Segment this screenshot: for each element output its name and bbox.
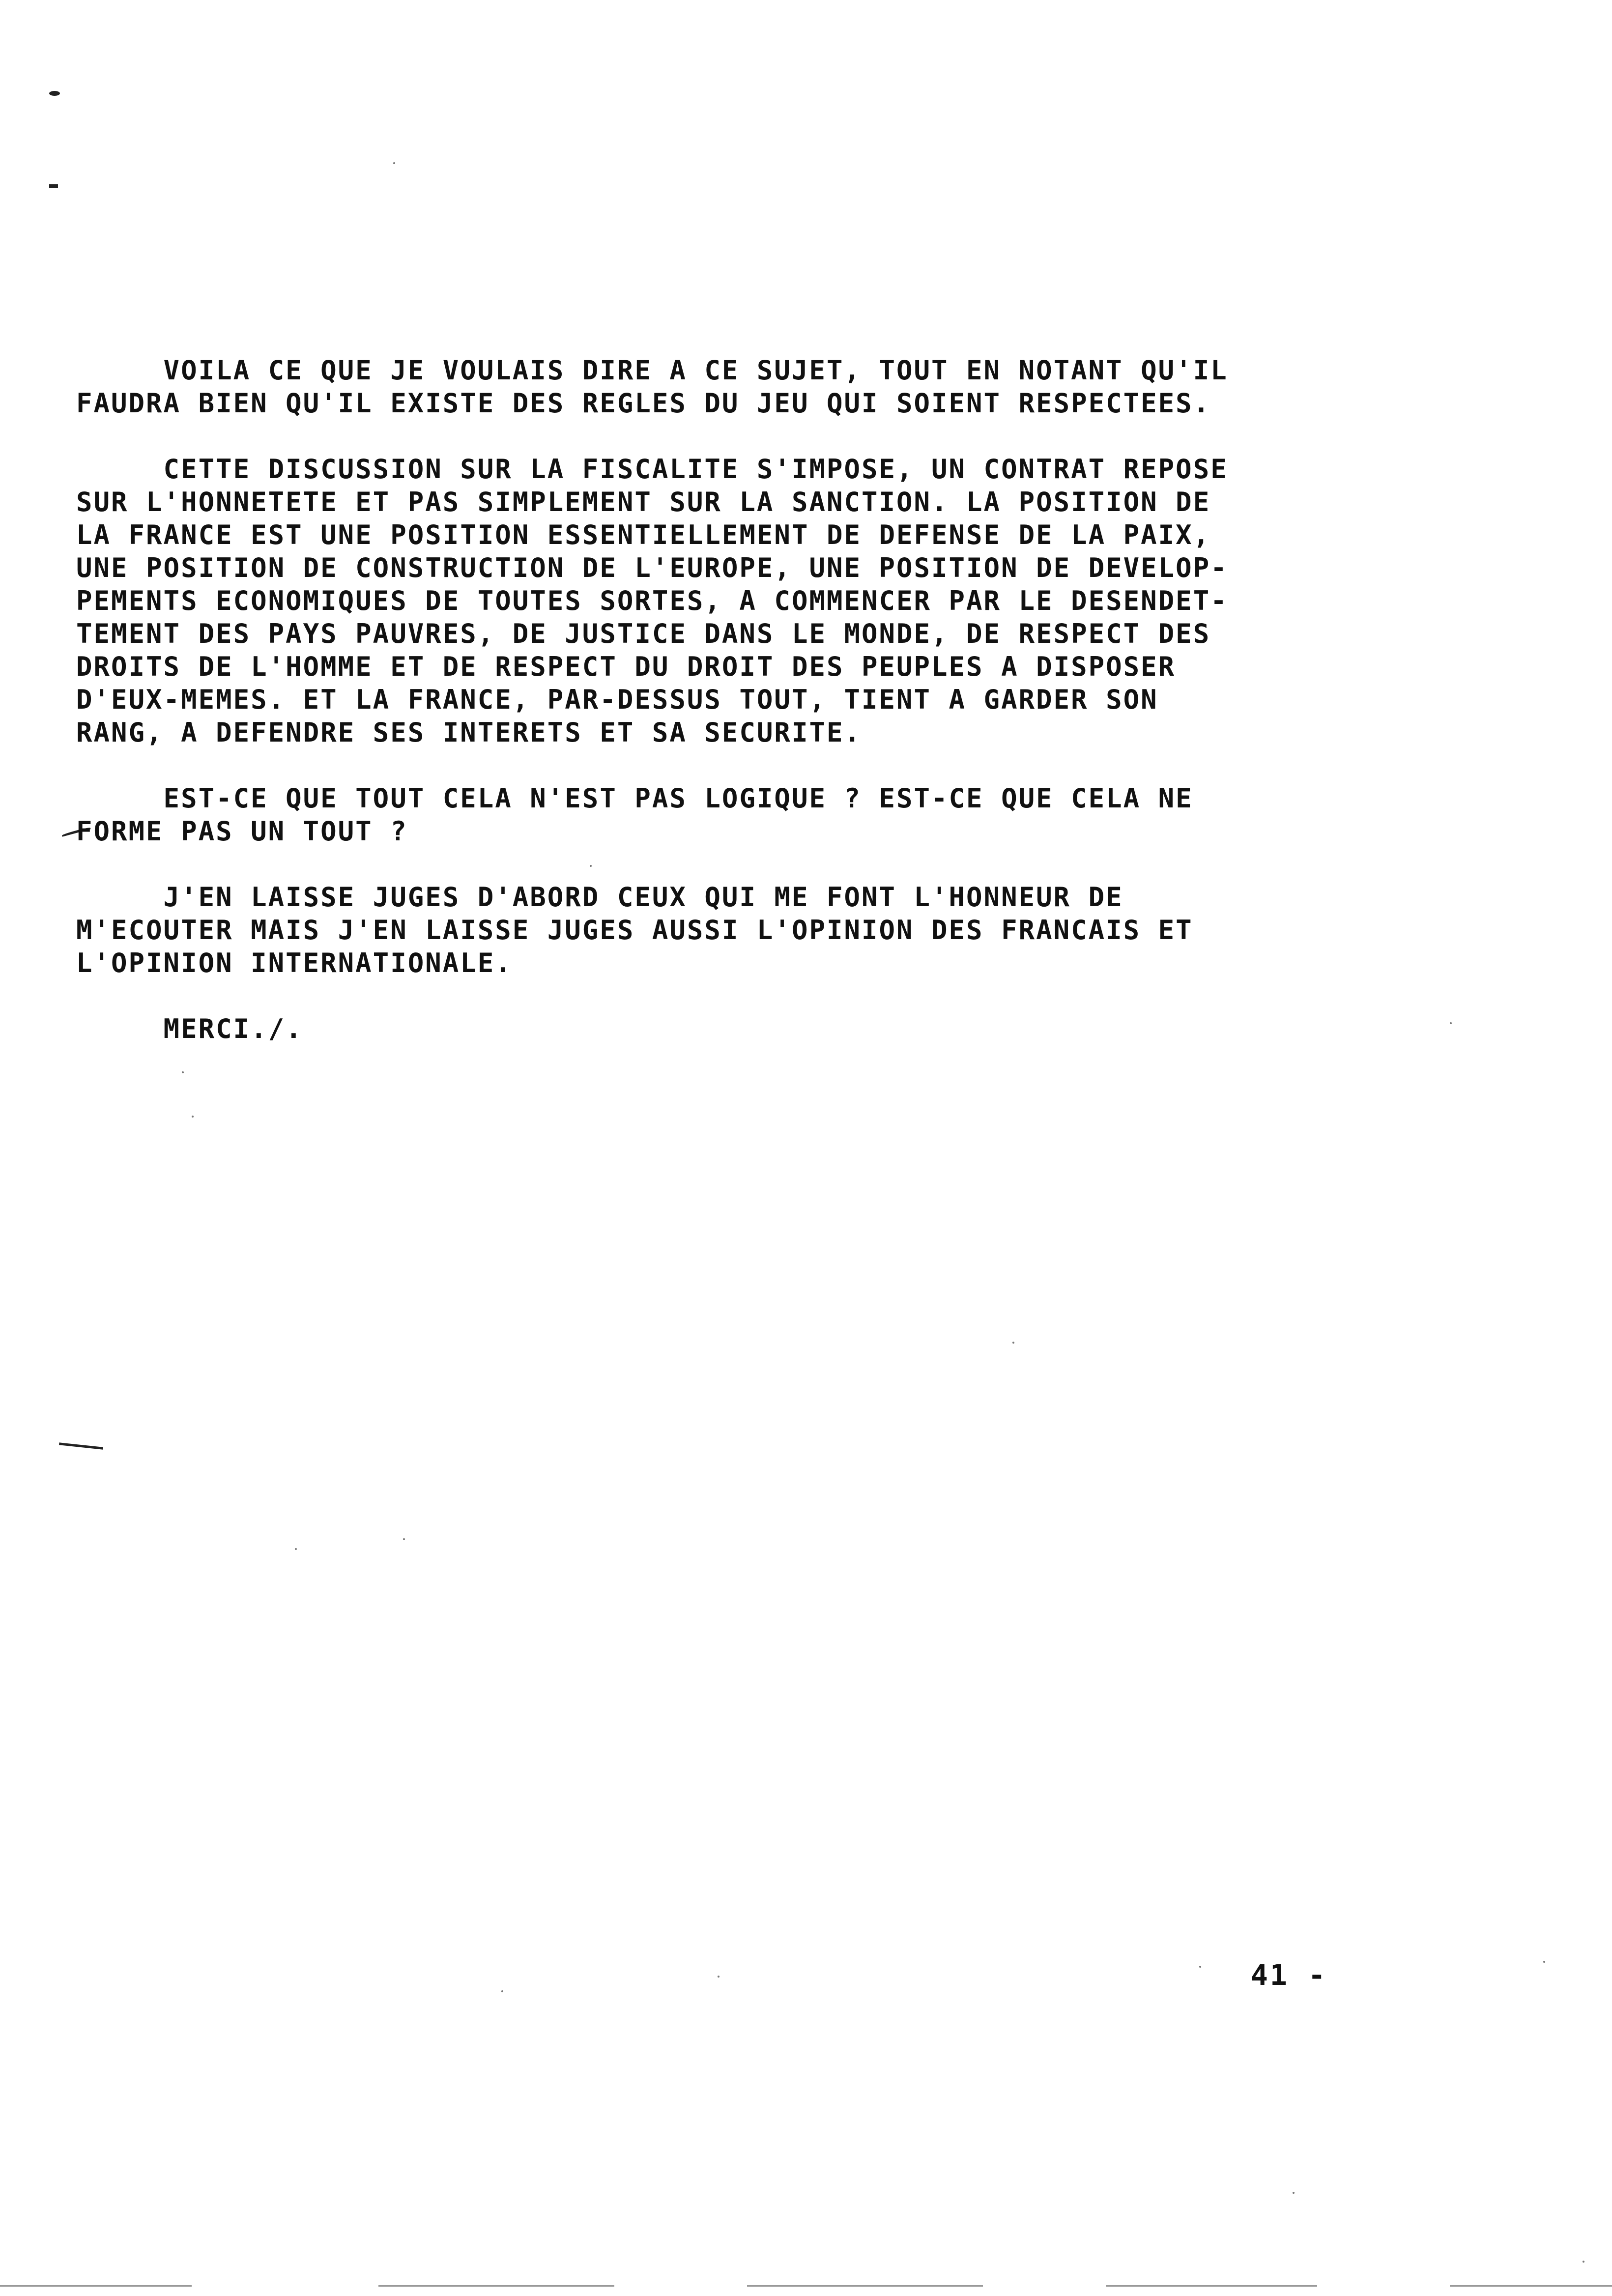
paragraph-line: TEMENT DES PAYS PAUVRES, DE JUSTICE DANS LE MONDE, DE RESPECT DES bbox=[76, 618, 1211, 649]
footer-rule bbox=[378, 2285, 614, 2287]
scan-mark bbox=[49, 91, 60, 96]
paragraph-line: CETTE DISCUSSION SUR LA FISCALITE S'IMPOSE, UN CONTRAT REPOSE bbox=[76, 454, 1228, 485]
scan-speck bbox=[1450, 1022, 1452, 1024]
paragraph-line: FAUDRA BIEN QU'IL EXISTE DES REGLES DU JEU QUI SOIENT RESPECTEES. bbox=[76, 388, 1211, 419]
paragraph-2 bbox=[76, 453, 1315, 749]
letter-body bbox=[76, 354, 1315, 1078]
paragraph-1 bbox=[76, 354, 1315, 420]
paragraph-line: L'OPINION INTERNATIONALE. bbox=[76, 947, 513, 978]
scan-mark bbox=[59, 1442, 103, 1449]
closing-line bbox=[76, 1012, 1315, 1045]
paragraph-line: RANG, A DEFENDRE SES INTERETS ET SA SECURITE. bbox=[76, 717, 862, 748]
scan-speck bbox=[403, 1538, 405, 1540]
paragraph-line: EST-CE QUE TOUT CELA N'EST PAS LOGIQUE ? EST-CE QUE CELA NE bbox=[76, 783, 1193, 814]
footer-rule bbox=[747, 2285, 983, 2287]
paragraph-4 bbox=[76, 881, 1315, 979]
footer-rule bbox=[1450, 2285, 1612, 2287]
footer-rule bbox=[1106, 2285, 1317, 2287]
scan-speck bbox=[718, 1976, 720, 1978]
paragraph-3 bbox=[76, 782, 1315, 848]
scan-speck bbox=[501, 1990, 503, 1992]
scan-speck bbox=[1199, 1966, 1201, 1968]
footer-rule bbox=[0, 2285, 192, 2287]
paragraph-line: J'EN LAISSE JUGES D'ABORD CEUX QUI ME FONT L'HONNEUR DE bbox=[76, 882, 1123, 913]
paragraph-line: UNE POSITION DE CONSTRUCTION DE L'EUROPE, UNE POSITION DE DEVELOP- bbox=[76, 552, 1228, 583]
scan-speck bbox=[295, 1548, 297, 1550]
scan-speck bbox=[393, 162, 395, 164]
paragraph-line: FORME PAS UN TOUT ? bbox=[76, 816, 408, 847]
paragraph-line: SUR L'HONNETETE ET PAS SIMPLEMENT SUR LA SANCTION. LA POSITION DE bbox=[76, 487, 1211, 517]
scan-speck bbox=[1543, 1961, 1545, 1963]
scan-speck bbox=[192, 1116, 194, 1118]
scan-speck bbox=[1583, 2261, 1584, 2263]
paragraph-line: MERCI./. bbox=[76, 1013, 303, 1044]
scan-speck bbox=[1012, 1342, 1014, 1344]
scan-speck bbox=[1293, 2192, 1295, 2194]
paragraph-line: DROITS DE L'HOMME ET DE RESPECT DU DROIT DES PEUPLES A DISPOSER bbox=[76, 651, 1176, 682]
paragraph-line: M'ECOUTER MAIS J'EN LAISSE JUGES AUSSI L'OPINION DES FRANCAIS ET bbox=[76, 915, 1193, 946]
paragraph-line: LA FRANCE EST UNE POSITION ESSENTIELLEMENT DE DEFENSE DE LA PAIX, bbox=[76, 519, 1211, 550]
paragraph-line: VOILA CE QUE JE VOULAIS DIRE A CE SUJET, TOUT EN NOTANT QU'IL bbox=[76, 355, 1228, 386]
page-number: 41 - bbox=[1251, 1958, 1327, 1992]
paragraph-line: D'EUX-MEMES. ET LA FRANCE, PAR-DESSUS TOUT, TIENT A GARDER SON bbox=[76, 684, 1158, 715]
paragraph-line: PEMENTS ECONOMIQUES DE TOUTES SORTES, A COMMENCER PAR LE DESENDET- bbox=[76, 585, 1228, 616]
scan-mark bbox=[49, 184, 58, 188]
